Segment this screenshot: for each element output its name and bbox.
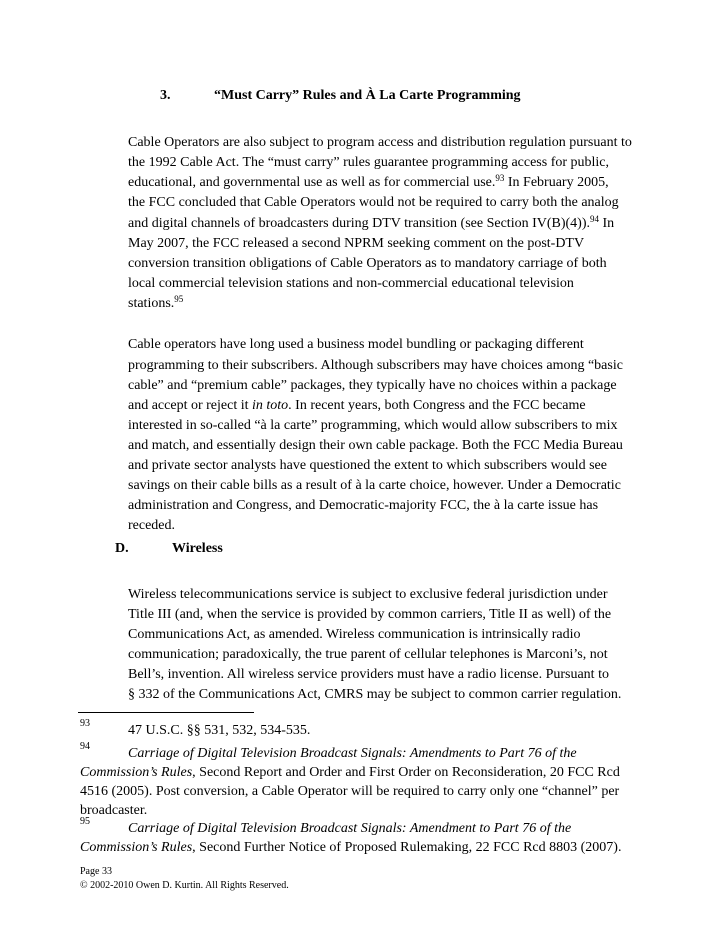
text-line: administration and Congress, and Democratic-majority FCC, the à la carte issue has [128, 498, 599, 513]
text-line: interested in so-called “à la carte” programming, which would allow subscribers to mix [128, 418, 618, 433]
footnote-ref-93[interactable]: 93 [495, 173, 505, 183]
text-line: and private sector analysts have questioned the extent to which subscribers would see [128, 458, 607, 473]
italic-phrase: in toto [251, 398, 289, 413]
footnote-ref-94[interactable]: 94 [590, 214, 599, 224]
text-line: Communications Act, as amended. Wireless communication is intrinsically radio [128, 627, 581, 642]
italic-citation: Commission’s Rules [80, 765, 193, 780]
text-span: , Second Further Notice of Proposed Rulemaking, 22 FCC Rcd 8803 (2007). [192, 840, 622, 855]
text-line: the 1992 Cable Act. The “must carry” rules guarantee programming access for public, [128, 155, 610, 170]
text-line: Cable operators have long used a business model bundling or packaging different [128, 337, 584, 352]
text-line: Bell’s, invention. All wireless service providers must have a radio license. Pursuant to [128, 667, 609, 682]
footnote-text: 4516 (2005). Post conversion, a Cable Operator will be required to carry only one “channel” per [80, 784, 620, 799]
text-line [128, 173, 609, 193]
footnote-separator [78, 712, 254, 713]
text-line: receded. [128, 518, 176, 533]
footnote-number: 93 [80, 718, 90, 729]
footnote-text [80, 838, 621, 858]
footnote-number: 95 [80, 816, 90, 827]
text-line [128, 214, 614, 234]
text-span: In February 2005, [504, 175, 609, 190]
section-title: Wireless [172, 541, 223, 556]
text-line: May 2007, the FCC released a second NPRM seeking comment on the post-DTV [128, 236, 585, 251]
text-line [128, 396, 586, 416]
text-line: Cable Operators are also subject to program access and distribution regulation pursuant to [128, 135, 632, 150]
text-line: communication; paradoxically, the true parent of cellular telephones is Marconi’s, not [128, 647, 608, 662]
text-line: and match, and essentially design their own cable package. Both the FCC Media Bureau [128, 438, 623, 453]
section-number: 3. [160, 88, 171, 103]
italic-citation: Carriage of Digital Television Broadcast Signals: Amendments to Part 76 of the [128, 746, 577, 761]
text-span: In [599, 216, 615, 231]
text-line: programming to their subscribers. Although subscribers may have choices among “basic [128, 358, 623, 373]
text-span: educational, and governmental use as well as for commercial use. [128, 175, 496, 190]
text-span: and digital channels of broadcasters during DTV transition (see Section IV(B)(4)). [128, 216, 590, 231]
section-title: “Must Carry” Rules and À La Carte Programming [214, 88, 521, 103]
text-line: Wireless telecommunications service is subject to exclusive federal jurisdiction under [128, 587, 608, 602]
footnote-text [80, 763, 620, 783]
page-number: Page 33 [80, 866, 112, 877]
text-line: cable” and “premium cable” packages, they typically have no choices within a package [128, 378, 617, 393]
text-span: , Second Report and Order and First Order on Reconsideration, 20 FCC Rcd [192, 765, 620, 780]
text-line: local commercial television stations and non-commercial educational television [128, 276, 574, 291]
text-line: § 332 of the Communications Act, CMRS may be subject to common carrier regulation. [128, 687, 622, 702]
section-letter: D. [115, 541, 129, 556]
text-line: savings on their cable bills as a result of à la carte choice, however. Under a Democratic [128, 478, 621, 493]
text-line: the FCC concluded that Cable Operators would not be required to carry both the analog [128, 195, 619, 210]
footnote-text [128, 819, 571, 839]
footnote-text: 47 U.S.C. §§ 531, 532, 534-535. [128, 723, 311, 738]
footnote-text: broadcaster. [80, 803, 148, 818]
footnote-text [128, 744, 577, 764]
text-line: Title III (and, when the service is provided by common carriers, Title II as well) of the [128, 607, 612, 622]
text-line [128, 294, 183, 314]
footnote-ref-95[interactable]: 95 [174, 294, 184, 304]
copyright-notice: © 2002-2010 Owen D. Kurtin. All Rights Reserved. [80, 880, 289, 891]
text-span: . In recent years, both Congress and the FCC became [288, 398, 586, 413]
text-span: stations. [128, 296, 175, 311]
italic-citation: Commission’s Rules [80, 840, 193, 855]
text-span: and accept or reject it [128, 398, 252, 413]
italic-citation: Carriage of Digital Television Broadcast Signals: Amendment to Part 76 of the [128, 821, 572, 836]
text-line: conversion transition obligations of Cable Operators as to mandatory carriage of both [128, 256, 607, 271]
footnote-number: 94 [80, 741, 90, 752]
